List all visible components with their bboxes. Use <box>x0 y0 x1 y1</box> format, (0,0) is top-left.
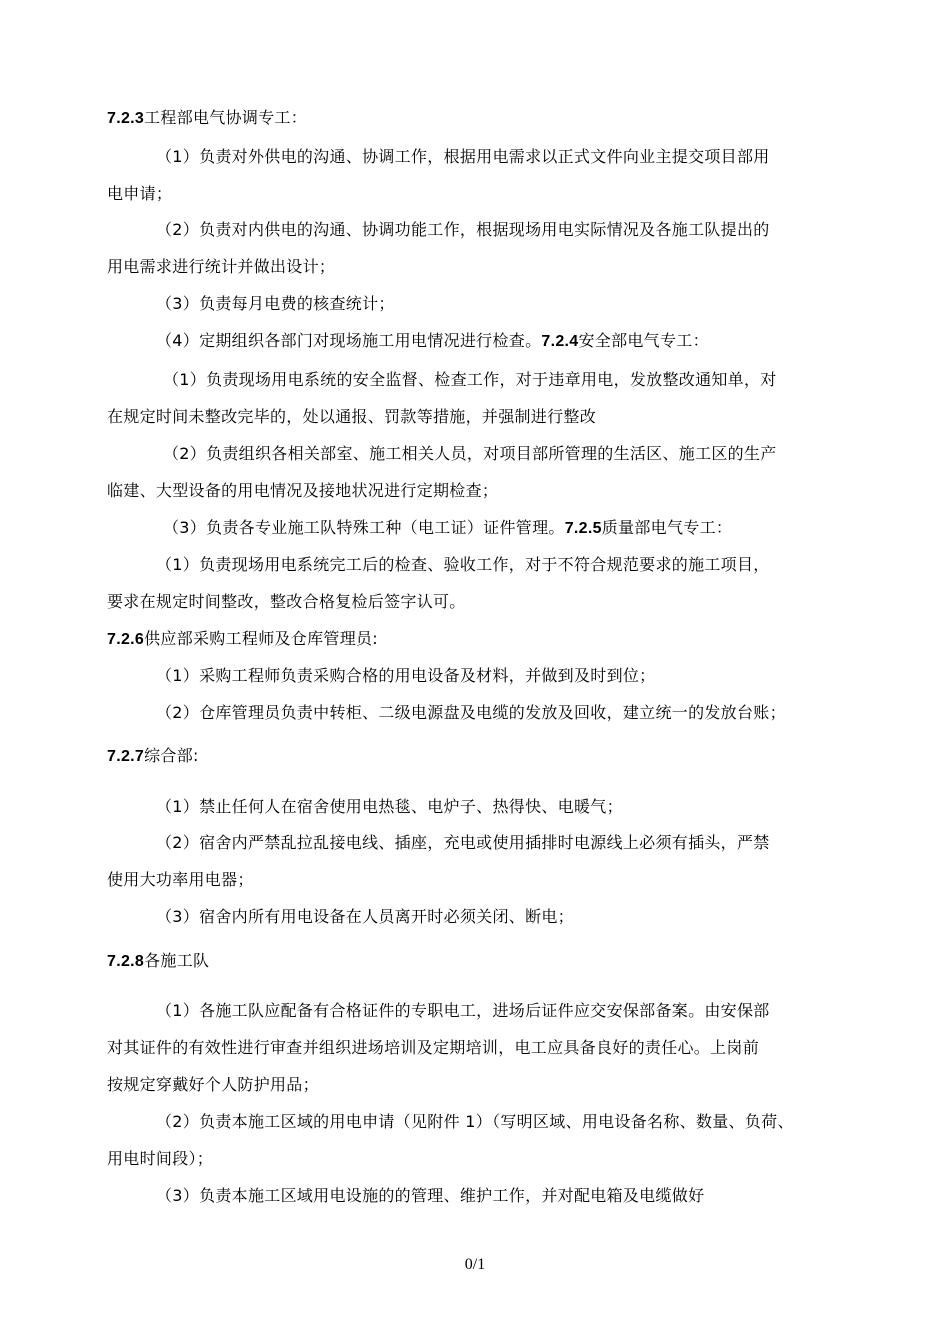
paragraph-line: 电申请； <box>107 184 173 203</box>
section-title: 工程部电气协调专工： <box>144 108 308 127</box>
paragraph-line: 使用大功率用电器； <box>107 870 254 889</box>
section-title: 各施工队 <box>144 951 210 970</box>
paragraph-line: 要求在规定时间整改，整改合格复检后签字认可。 <box>107 592 466 611</box>
section-heading-7-2-7 <box>107 744 199 769</box>
paragraph-line: 按规定穿戴好个人防护用品； <box>107 1075 319 1094</box>
section-number: 7.2.4 <box>541 333 579 350</box>
paragraph-line: （3）负责本施工区域用电设施的的管理、维护工作，并对配电箱及电缆做好 <box>156 1186 705 1205</box>
paragraph-line: 用电需求进行统计并做出设计； <box>107 257 336 276</box>
paragraph-line: （1）禁止任何人在宿舍使用电热毯、电炉子、热得快、电暖气； <box>156 797 623 816</box>
paragraph-line: （1）负责现场用电系统的安全监督、检查工作，对于违章用电，发放整改通知单，对 <box>163 370 777 389</box>
paragraph-line: （3）宿舍内所有用电设备在人员离开时必须关闭、断电； <box>156 907 574 926</box>
paragraph-line: （2）仓库管理员负责中转柜、二级电源盘及电缆的发放及回收，建立统一的发放台账； <box>156 703 786 722</box>
section-heading-7-2-8 <box>107 949 209 974</box>
paragraph-line: （2）负责对内供电的沟通、协调功能工作，根据现场用电实际情况及各施工队提出的 <box>156 220 770 239</box>
paragraph-line: （1）各施工队应配备有合格证件的专职电工，进场后证件应交安保部备案。由安保部 <box>156 1001 770 1020</box>
section-title: 供应部采购工程师及仓库管理员: <box>144 629 378 648</box>
paragraph-text: （4）定期组织各部门对现场施工用电情况进行检查。 <box>156 331 542 350</box>
paragraph-line: （1）负责对外供电的沟通、协调工作，根据用电需求以正式文件向业主提交项目部用 <box>156 147 770 166</box>
paragraph-text: （3）负责各专业施工队特殊工种（电工证）证件管理。 <box>163 518 565 537</box>
section-number: 7.2.6 <box>107 631 145 648</box>
section-title: 质量部电气专工： <box>601 518 733 537</box>
paragraph-line-with-heading <box>156 329 709 354</box>
paragraph-line: （1）采购工程师负责采购合格的用电设备及材料，并做到及时到位； <box>156 666 656 685</box>
paragraph-line: （2）宿舍内严禁乱拉乱接电线、插座，充电或使用插排时电源线上必须有插头，严禁 <box>156 833 770 852</box>
paragraph-line-with-heading <box>163 516 732 541</box>
section-heading-7-2-3 <box>107 106 307 131</box>
paragraph-line: （1）负责现场用电系统完工后的检查、验收工作，对于不符合规范要求的施工项目， <box>156 555 770 574</box>
section-number: 7.2.5 <box>564 520 602 537</box>
section-number: 7.2.8 <box>107 953 145 970</box>
paragraph-line: （2）负责本施工区域的用电申请（见附件 1）（写明区域、用电设备名称、数量、负荷、 <box>156 1112 794 1131</box>
paragraph-line: 临建、大型设备的用电情况及接地状况进行定期检查； <box>107 481 499 500</box>
paragraph-line: 对其证件的有效性进行审查并组织进场培训及定期培训，电工应具备良好的责任心。上岗前 <box>107 1038 760 1057</box>
section-title: 综合部: <box>144 746 199 765</box>
paragraph-line: 用电时间段）； <box>107 1149 214 1168</box>
section-number: 7.2.3 <box>107 110 145 127</box>
section-number: 7.2.7 <box>107 748 145 765</box>
paragraph-line: 在规定时间未整改完毕的，处以通报、罚款等措施，并强制进行整改 <box>107 407 597 426</box>
paragraph-line: （3）负责每月电费的核查统计； <box>156 294 395 313</box>
paragraph-line: （2）负责组织各相关部室、施工相关人员，对项目部所管理的生活区、施工区的生产 <box>163 444 777 463</box>
page-number: 0/1 <box>464 1256 486 1273</box>
section-title: 安全部电气专工： <box>578 331 709 350</box>
section-heading-7-2-6 <box>107 627 378 652</box>
